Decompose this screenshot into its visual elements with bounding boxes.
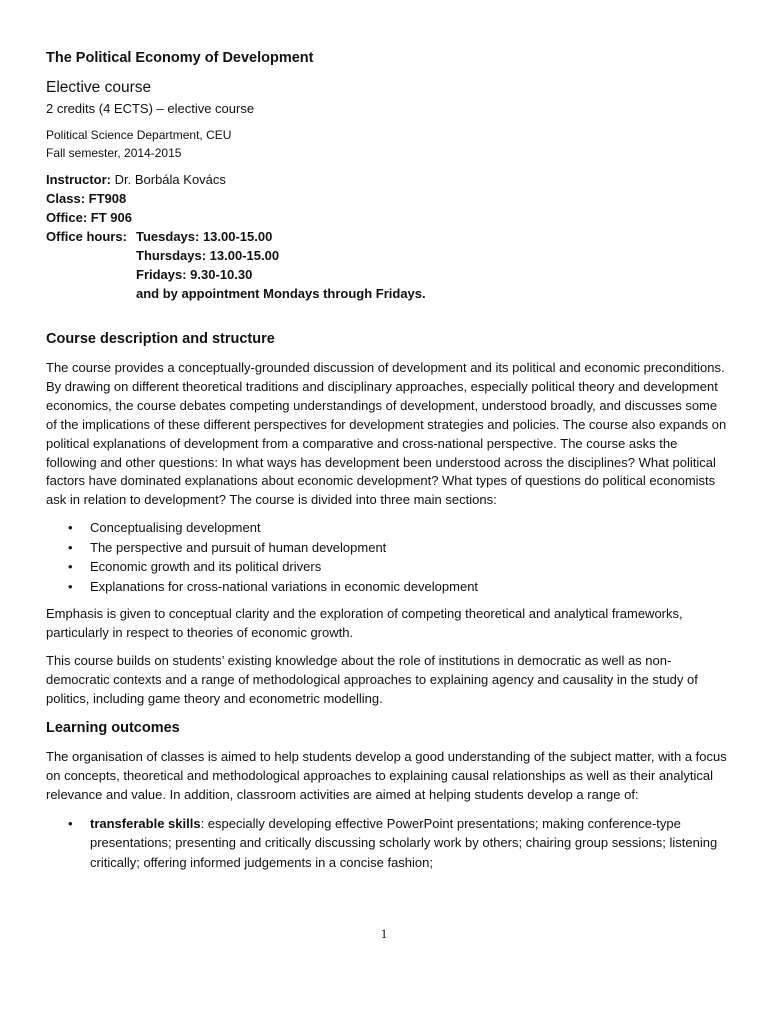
course-description-paragraph: The course provides a conceptually-grounded discussion of development and its political and economic preconditions. By drawing on different theoretical traditions and disciplinary approaches, especially political theory and development economics, the course debates competing understandings of development, understood broadly, and discusses some of the implications of these different perspectives for development strategies and policies. The course also expands on political explanations of development from a comparative and cross-national perspective. The course asks the following and other questions: In what ways has development been understood across the disciplines? What political factors have dominated explanations about economic development? What types of questions do political economists ask in relation to development? The course is divided into three main sections:	[46, 360, 727, 508]
list-item: • Economic growth and its political drivers	[46, 557, 730, 577]
department-line: Political Science Department, CEU	[46, 128, 232, 142]
office-value: FT 906	[90, 210, 132, 225]
office-hours-line: Tuesdays: 13.00-15.00	[136, 229, 273, 244]
bullet-icon: •	[68, 559, 73, 575]
skills-description: : especially developing effective PowerPoint presentations; making conference-type presentations; presenting and critically discussing scholarly work by others; chairing group sessions; listening critically; offering informed judgements in a concise fashion;	[90, 815, 718, 870]
instructor-row	[46, 170, 730, 189]
skills-term: transferable skills	[90, 815, 201, 831]
credits-line: 2 credits (4 ECTS) – elective course	[46, 101, 255, 116]
bullet-icon: •	[68, 539, 73, 555]
section-heading-course-description: Course description and structure	[46, 331, 275, 347]
section-heading-learning-outcomes: Learning outcomes	[46, 719, 180, 736]
office-hours-list	[136, 227, 426, 303]
office-hours-line: Thursdays: 13.00-15.00	[136, 248, 280, 263]
office-label: Office:	[46, 210, 88, 225]
bullet-icon: •	[68, 578, 73, 594]
list-item: • The perspective and pursuit of human development	[46, 538, 730, 558]
office-row	[46, 208, 730, 227]
class-label: Class:	[46, 191, 86, 206]
skills-list	[46, 814, 730, 873]
class-value: FT908	[88, 191, 127, 206]
office-hours-line: Fridays: 9.30-10.30	[136, 267, 253, 282]
course-type: Elective course	[46, 79, 152, 96]
bullet-icon: •	[68, 815, 73, 831]
office-hours-label: Office hours:	[46, 229, 127, 244]
document-title: The Political Economy of Development	[46, 50, 314, 66]
list-item: • Conceptualising development	[46, 518, 730, 538]
office-hours-line: and by appointment Mondays through Fridays.	[136, 286, 426, 301]
class-row	[46, 189, 730, 208]
course-sections-list	[46, 518, 730, 596]
prior-knowledge-paragraph: This course builds on students’ existing knowledge about the role of institutions in democratic as well as non-democratic contexts and a range of methodological approaches to explaining agency and causality in the study of politics, including game theory and econometric modelling.	[46, 653, 698, 706]
list-item	[46, 814, 730, 873]
instructor-label: Instructor:	[46, 172, 111, 187]
semester-line: Fall semester, 2014-2015	[46, 146, 182, 160]
page-number: 1	[380, 926, 388, 941]
emphasis-paragraph: Emphasis is given to conceptual clarity and the exploration of competing theoretical and analytical frameworks, particularly in respect to theories of economic growth.	[46, 606, 683, 641]
office-hours-row	[46, 227, 730, 303]
learning-outcomes-paragraph: The organisation of classes is aimed to help students develop a good understanding of the subject matter, with a focus on concepts, theoretical and methodological approaches to explaining causal relationships as well as their analytical relevance and value. In addition, classroom activities are aimed at helping students develop a range of:	[46, 748, 727, 802]
course-info-block	[46, 170, 730, 303]
instructor-name: Dr. Borbála Kovács	[114, 172, 226, 187]
syllabus-page	[46, 48, 730, 872]
bullet-icon: •	[68, 520, 73, 536]
list-item: • Explanations for cross-national variations in economic development	[46, 577, 730, 597]
